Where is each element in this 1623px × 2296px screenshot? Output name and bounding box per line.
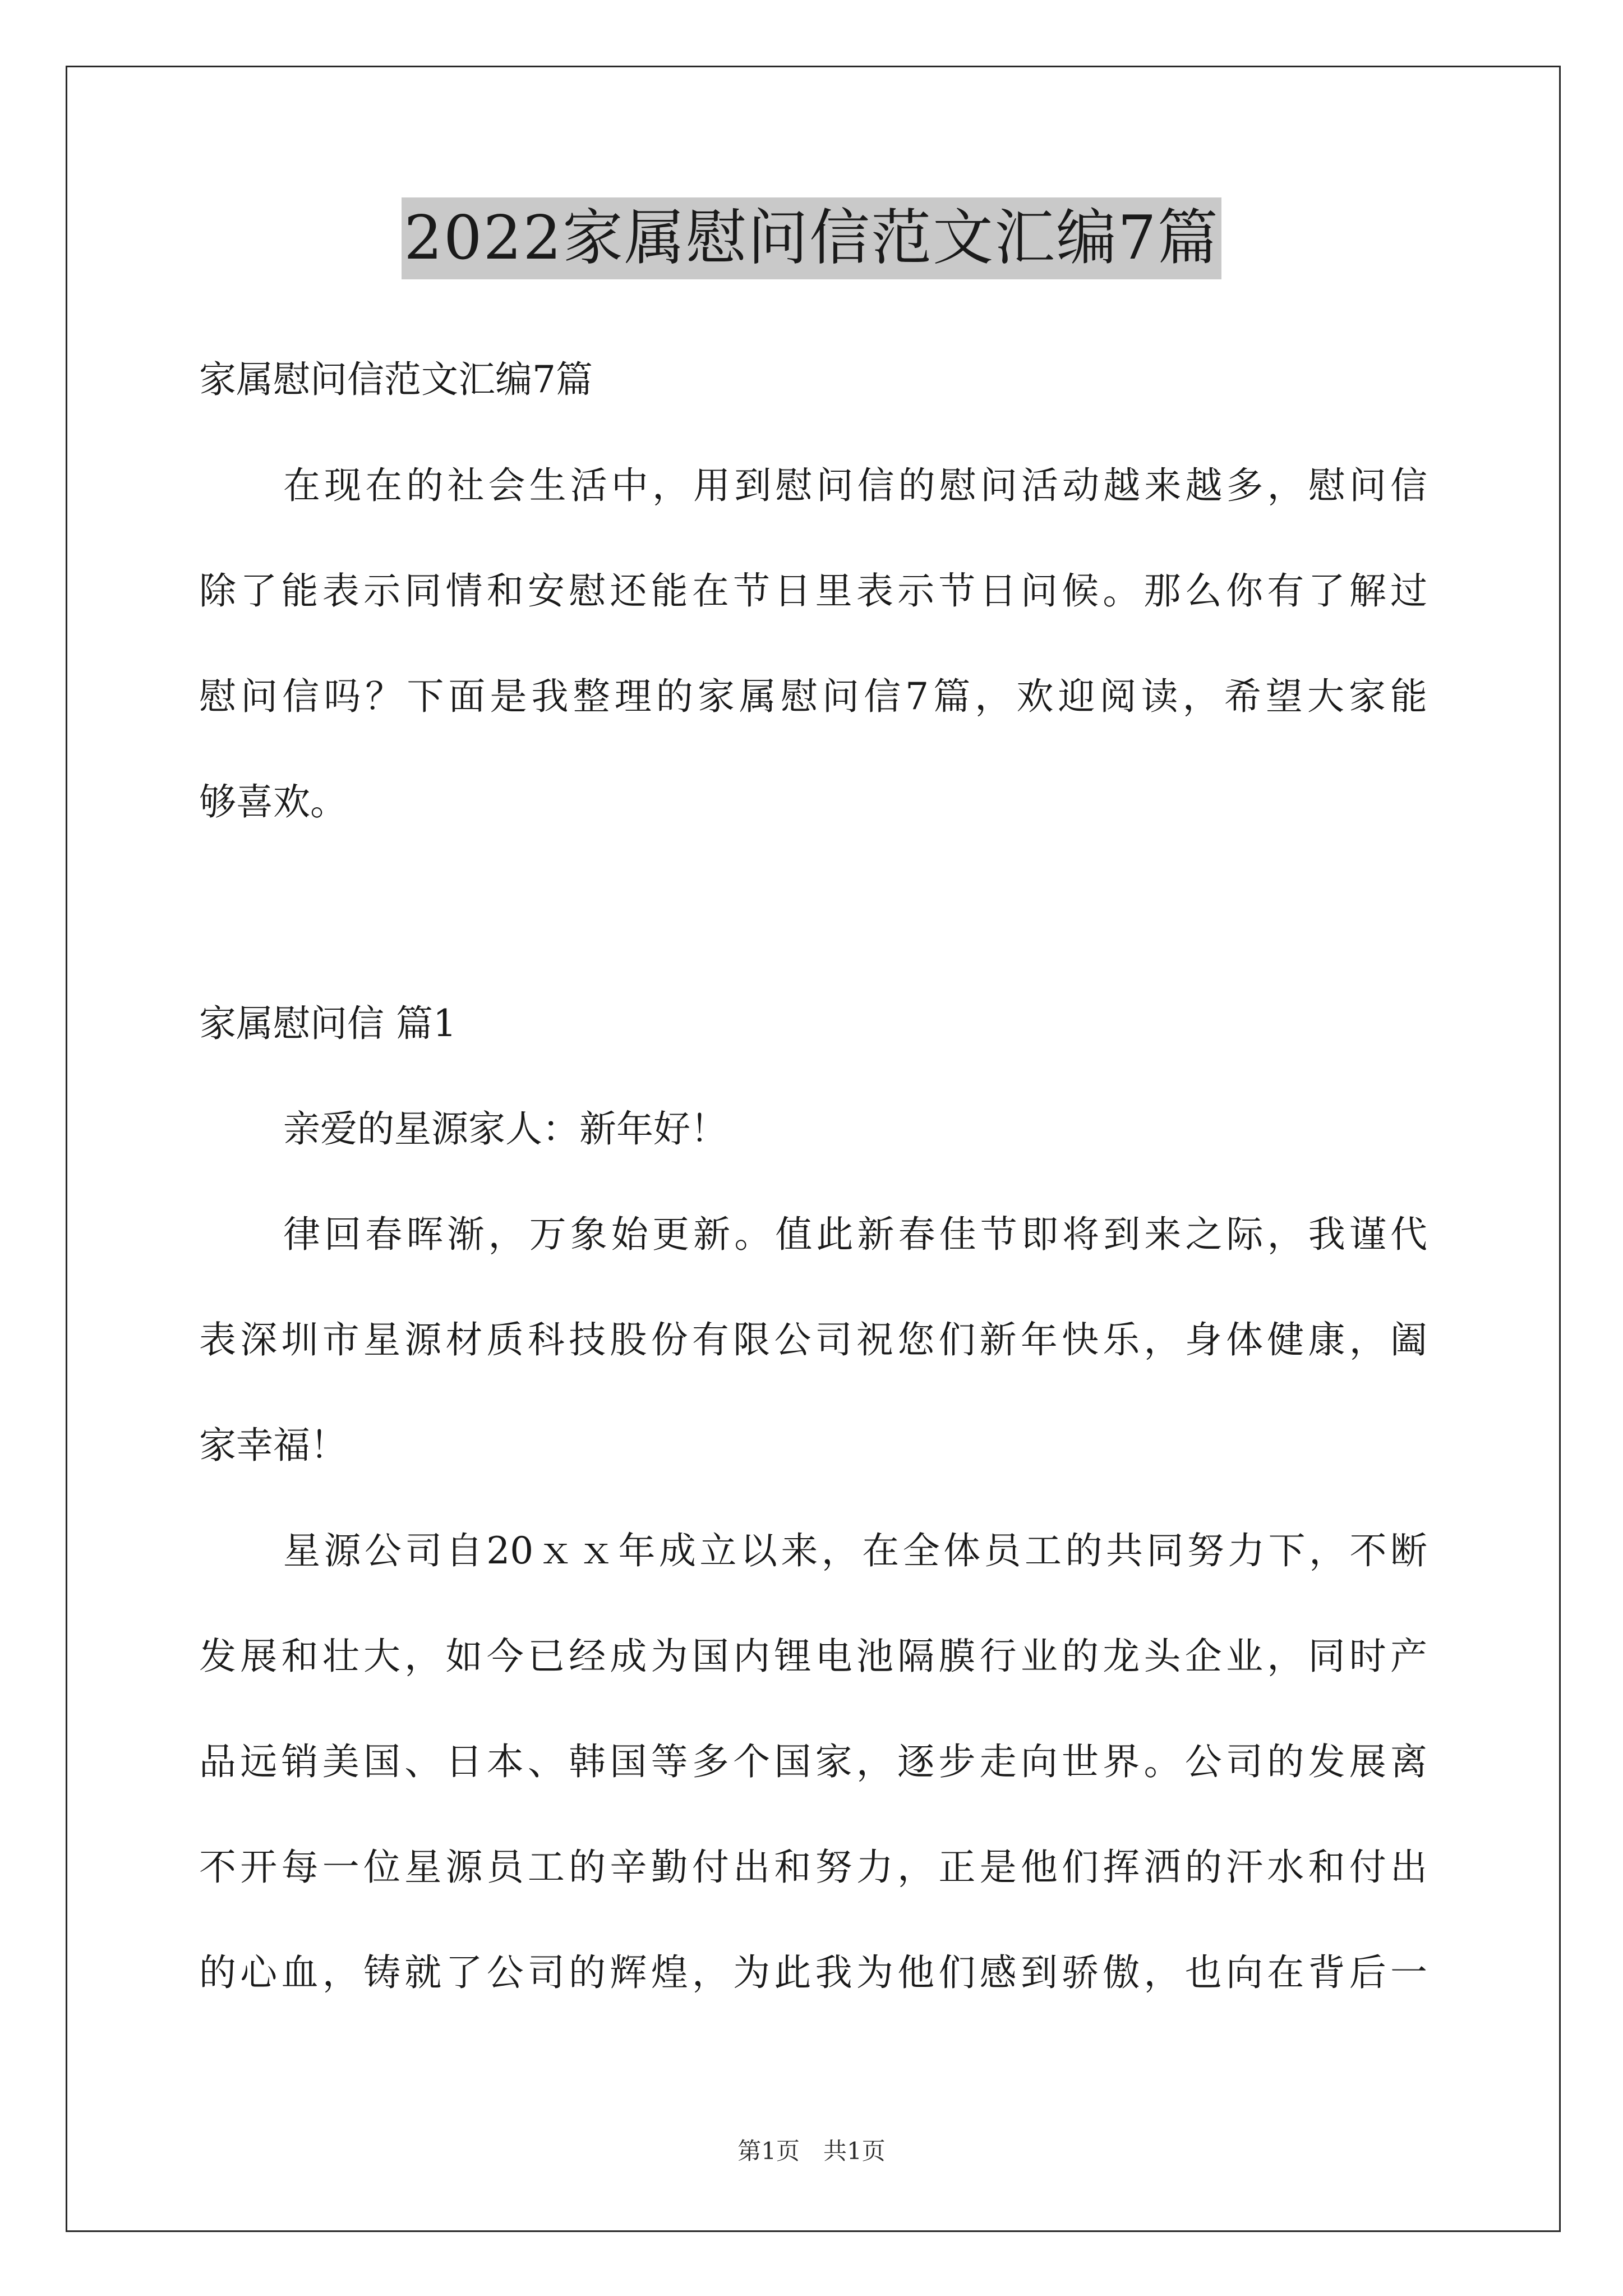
intro-line: 够喜欢。	[199, 780, 347, 823]
document-subtitle: 家属慰问信范文汇编7篇	[199, 358, 593, 401]
paragraph-line: 家幸福！	[199, 1424, 347, 1467]
paragraph-line: 律回春晖渐，万象始更新。值此新春佳节即将到来之际，我谨代	[283, 1213, 1427, 1256]
paragraph-line: 星源公司自20ｘｘ年成立以来，在全体员工的共同努力下，不断	[283, 1529, 1427, 1572]
paragraph-line: 发展和壮大，如今已经成为国内锂电池隔膜行业的龙头企业，同时产	[199, 1635, 1427, 1678]
intro-line: 慰问信吗？下面是我整理的家属慰问信7篇，欢迎阅读，希望大家能	[199, 675, 1427, 718]
intro-line: 除了能表示同情和安慰还能在节日里表示节日问候。那么你有了解过	[199, 569, 1427, 613]
paragraph-line: 的心血，铸就了公司的辉煌，为此我为他们感到骄傲，也向在背后一	[199, 1951, 1427, 1994]
section-heading: 家属慰问信 篇1	[199, 1002, 457, 1045]
document-title: 2022家属慰问信范文汇编7篇	[402, 197, 1221, 279]
title-wrapper	[0, 197, 1623, 279]
intro-line: 在现在的社会生活中，用到慰问信的慰问活动越来越多，慰问信	[283, 464, 1427, 507]
paragraph-line: 品远销美国、日本、韩国等多个国家，逐步走向世界。公司的发展离	[199, 1740, 1427, 1783]
paragraph-line: 表深圳市星源材质科技股份有限公司祝您们新年快乐，身体健康，阖	[199, 1318, 1427, 1361]
paragraph-line: 不开每一位星源员工的辛勤付出和努力，正是他们挥洒的汗水和付出	[199, 1846, 1427, 1889]
greeting-line: 亲爱的星源家人：新年好！	[283, 1107, 727, 1151]
page-footer: 第1页 共1页	[737, 2137, 886, 2165]
